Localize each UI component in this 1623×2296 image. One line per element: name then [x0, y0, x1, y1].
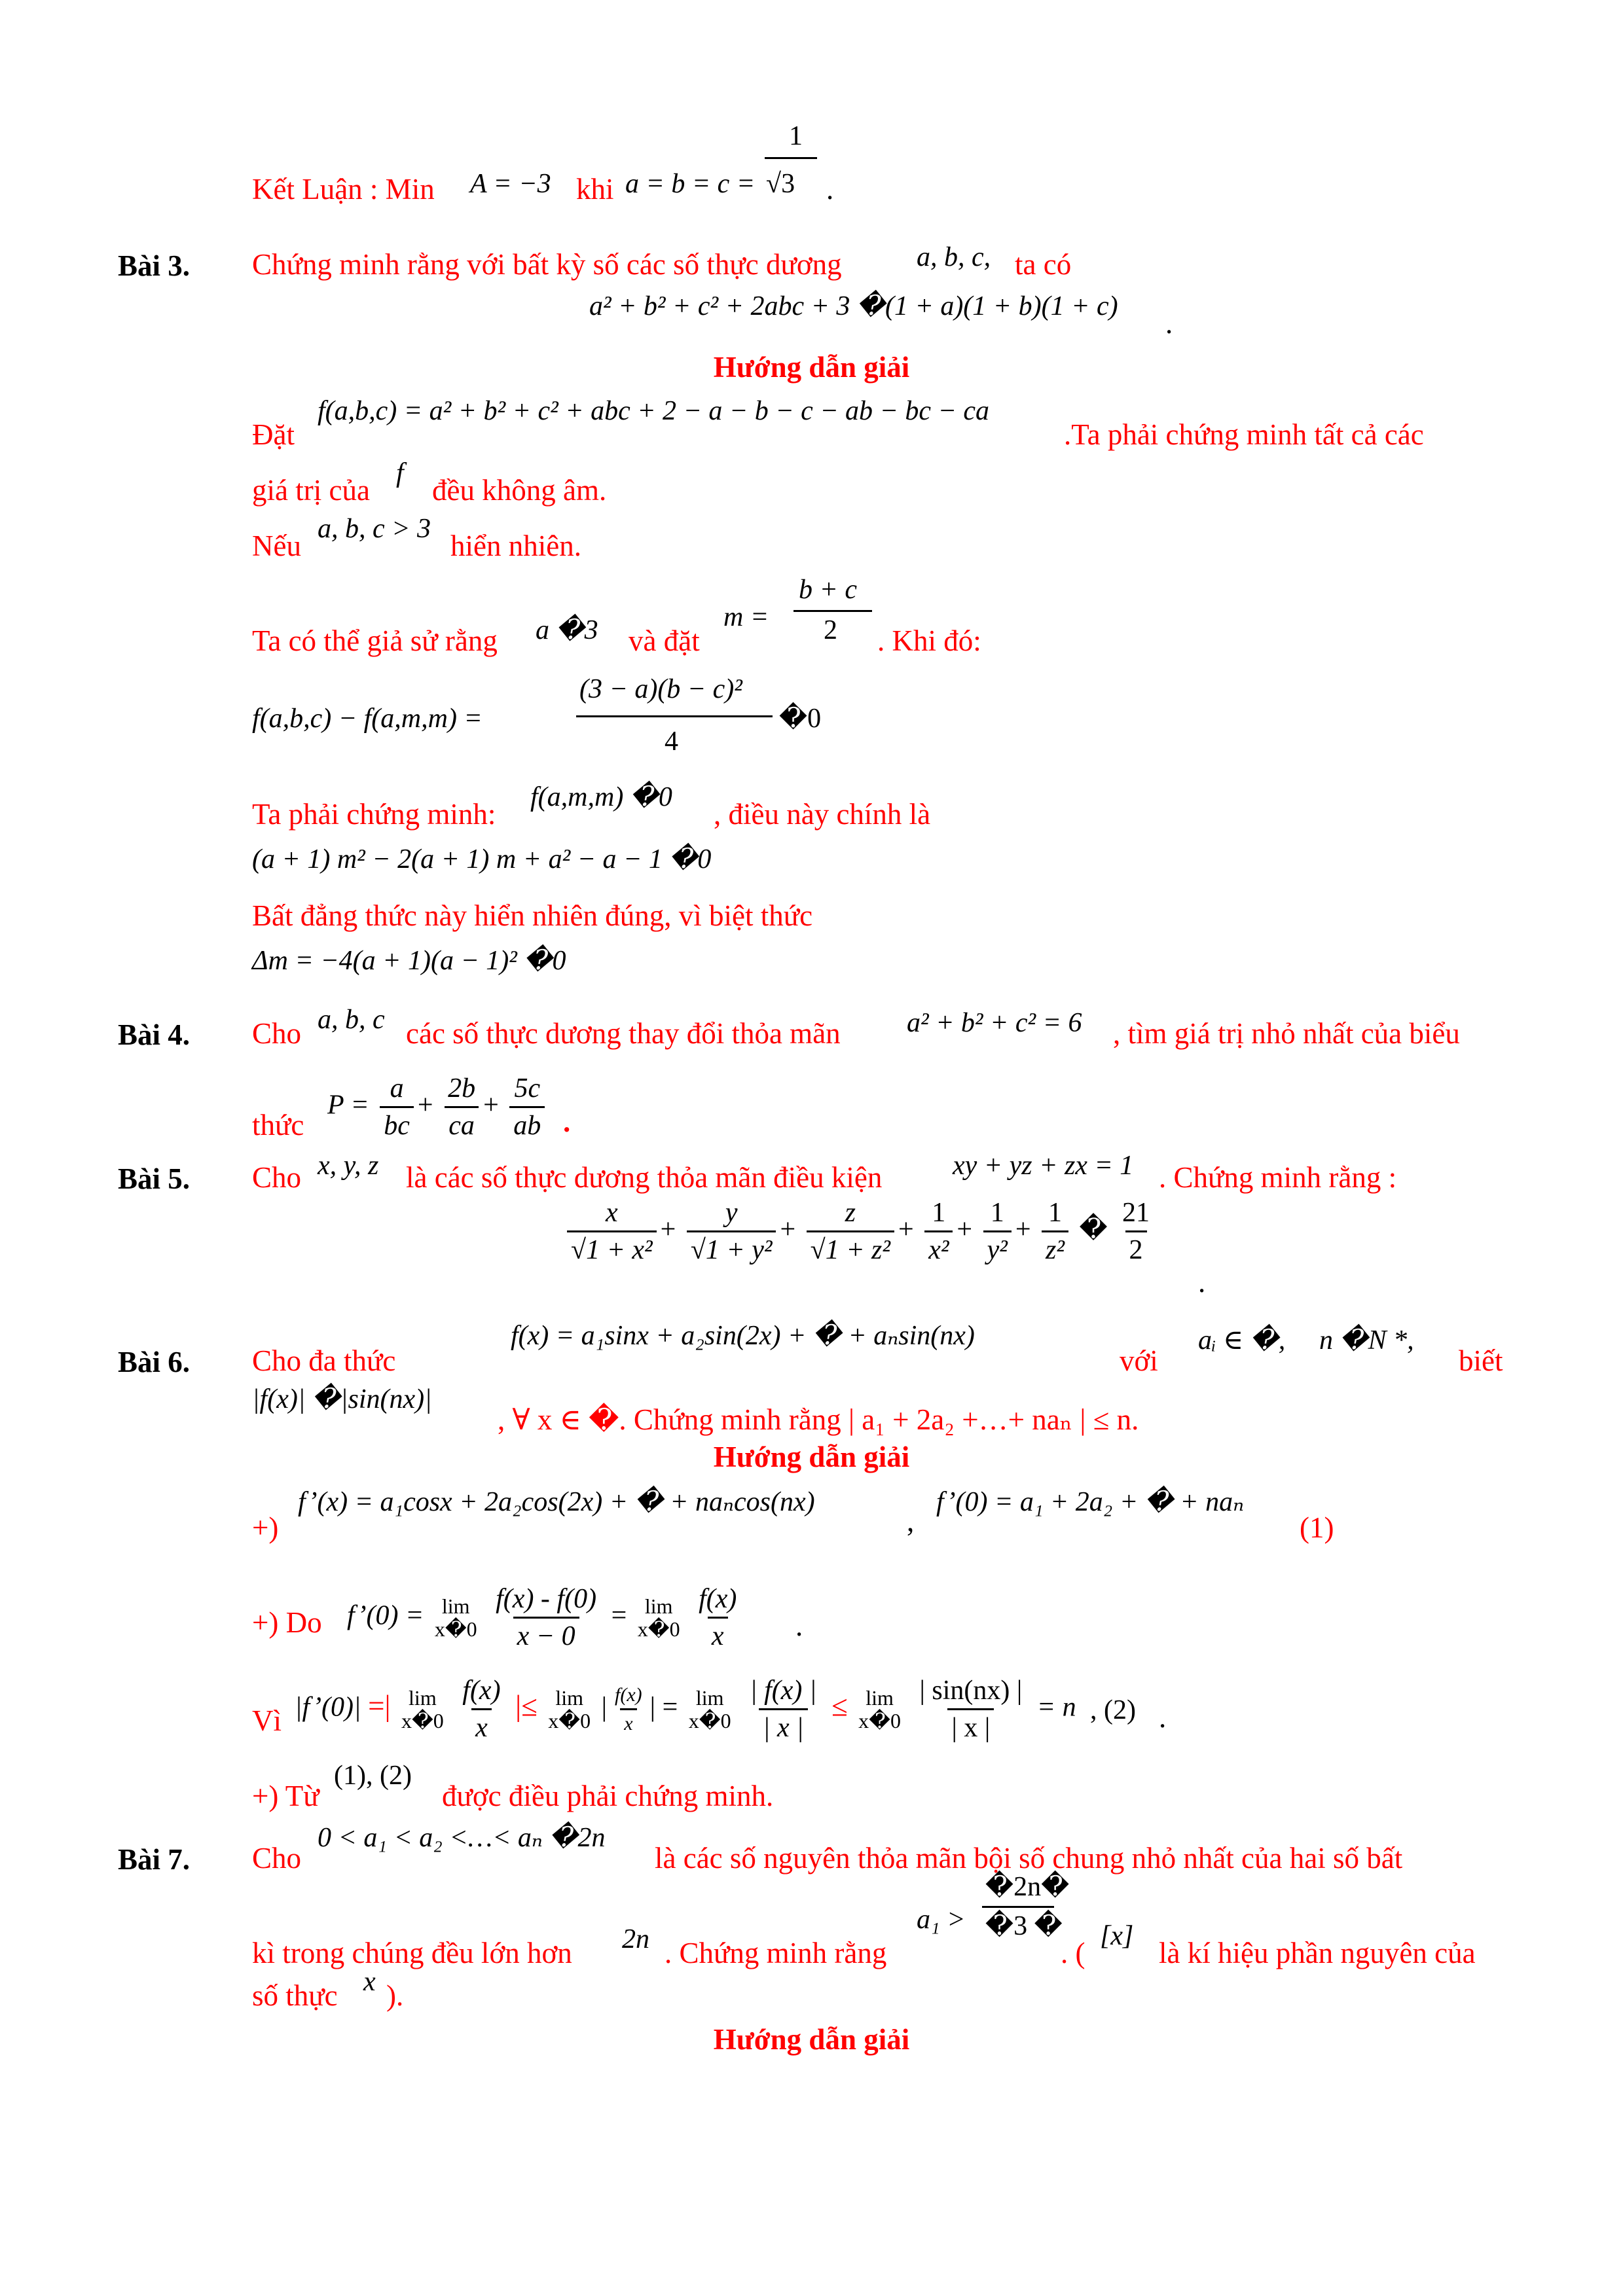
- bai3-phai-cm: Ta phải chứng minh:: [252, 798, 496, 831]
- conclusion-khi: khi: [576, 173, 614, 206]
- bai6-duoc: được điều phải chứng minh.: [442, 1780, 774, 1812]
- bai4-term1: $\frac{a}{bc}$: [380, 1073, 414, 1141]
- bai3-m-eq: m =: [723, 602, 769, 632]
- bai6-dot2: .: [1159, 1701, 1167, 1734]
- bai7-text5b: ).: [386, 1979, 404, 2012]
- bai7-fraction-bar: [982, 1906, 1054, 1908]
- bai6-label: Bài 6.: [118, 1346, 191, 1378]
- bai6-eq2: , (2): [1090, 1695, 1136, 1725]
- bai6-refs: (1), (2): [334, 1761, 412, 1791]
- bai6-tu: +) Từ: [252, 1780, 319, 1812]
- bai6-abs-chain: |f’(0)| =| lim x�0 $\frac{f(x)}{x}$ |≤ lim x�0 | $\frac{f(x)}{x}$ | = lim x�0 $\frac{| f(x) |}{| x |}$ ≤ lim x�0 $\frac{| \sin(nx) |}{| x |}$ = n: [295, 1676, 1076, 1744]
- bai5-inv-x: $\frac{1}{\text{x²}}$: [924, 1198, 953, 1265]
- bai7-2n: 2n: [622, 1924, 649, 1954]
- bai6-eq1: (1): [1300, 1511, 1334, 1544]
- bai4-label: Bài 4.: [118, 1018, 191, 1051]
- bai5-text2: . Chứng minh rằng :: [1159, 1161, 1397, 1194]
- bai3-cond: a, b, c > 3: [318, 514, 431, 544]
- bai6-dot: .: [795, 1609, 803, 1642]
- bai3-m-den: 2: [824, 615, 837, 645]
- bai4-vars: a, b, c: [318, 1005, 385, 1035]
- bai4-term2: $\frac{2b}{ca}$: [444, 1073, 479, 1141]
- bai3-delta: Δm = −4(a + 1)(a − 1)² �0: [252, 946, 566, 976]
- bai6-n-cond: n �N *,: [1319, 1325, 1414, 1355]
- bai3-quadratic: (a + 1) m² − 2(a + 1) m + a² − a − 1 �0: [252, 844, 712, 874]
- bai6-quotient: $\frac{f(x)}{x}$: [699, 1584, 737, 1652]
- bai3-f: f: [396, 458, 404, 488]
- bai3-f-definition: f(a,b,c) = a² + b² + c² + abc + 2 − a − b − c − ab − bc − ca: [318, 396, 990, 426]
- bai5-cho: Cho: [252, 1161, 302, 1194]
- bai3-solution-heading: Hướng dẫn giải: [713, 351, 910, 384]
- conclusion-label: Kết Luận : Min: [252, 173, 435, 206]
- bai3-vars: a, b, c,: [917, 242, 991, 272]
- bai4-cho: Cho: [252, 1017, 302, 1050]
- bai3-khi-do: . Khi đó:: [877, 624, 981, 657]
- bai7-label: Bài 7.: [118, 1843, 191, 1876]
- bai3-m-num: b + c: [799, 575, 857, 605]
- bai6-vi: Vì: [252, 1704, 282, 1737]
- bai3-inequality: a² + b² + c² + 2abc + 3 �(1 + a)(1 + b)(1 + c): [589, 291, 1118, 321]
- bai7-floor: [x]: [1100, 1921, 1134, 1951]
- bai3-bdt-text: Bất đẳng thức này hiển nhiên đúng, vì biệt thức: [252, 899, 813, 932]
- bai3-diff-den: 4: [665, 726, 678, 757]
- bai6-solution-heading: Hướng dẫn giải: [713, 1441, 910, 1473]
- bai3-ta-co: ta có: [1015, 248, 1072, 281]
- bai6-step1-plus: +): [252, 1511, 279, 1544]
- bai7-chain: 0 < a₁ < a₂ <…< aₙ �2n: [318, 1823, 606, 1853]
- bai6-lim2: lim x�0: [637, 1594, 680, 1641]
- bai5-text1: là các số thực dương thỏa mãn điều kiện: [406, 1161, 883, 1194]
- bai4-text2: , tìm giá trị nhỏ nhất của biểu: [1113, 1017, 1460, 1050]
- bai3-text4b: đều không âm.: [432, 474, 607, 507]
- bai3-diff-rhs: �0: [779, 704, 822, 734]
- bai3-dat: Đặt: [252, 418, 295, 451]
- bai6-forall: , ∀ x ∈ �. Chứng minh rằng | a₁ + 2a₂ +…+ naₙ | ≤ n.: [498, 1403, 1139, 1436]
- bai4-cond: a² + b² + c² = 6: [907, 1008, 1082, 1038]
- bai7-text5a: số thực: [252, 1979, 338, 2012]
- bai6-f-definition: f(x) = a₁sinx + a₂sin(2x) + � + aₙsin(nx): [511, 1321, 975, 1351]
- bai7-frac-den: �3 �: [985, 1911, 1063, 1941]
- bai7-text2: kì trong chúng đều lớn hơn: [252, 1937, 572, 1969]
- bai4-term3: $\frac{5c}{ab}$: [509, 1073, 545, 1141]
- bai6-comma: ,: [907, 1505, 915, 1537]
- bai7-text1: là các số nguyên thỏa mãn bội số chung nhỏ nhất của hai số bất: [655, 1842, 1403, 1874]
- conclusion-dot: .: [826, 173, 834, 206]
- bai7-text4: là kí hiệu phần nguyên của: [1159, 1937, 1476, 1969]
- bai6-lim1: lim x�0: [434, 1594, 477, 1641]
- bai4-text1: các số thực dương thay đổi thỏa mãn: [406, 1017, 841, 1050]
- bai5-vars: x, y, z: [318, 1151, 379, 1181]
- bai6-step2-do: +) Do: [252, 1606, 322, 1639]
- bai7-a1-gt: a₁ >: [917, 1905, 966, 1935]
- bai6-abs-cond: |f(x)| �|sin(nx)|: [252, 1384, 432, 1414]
- bai3-statement: Chứng minh rằng với bất kỳ số các số thực dương: [252, 248, 842, 281]
- bai3-va-dat: và đặt: [629, 624, 700, 657]
- bai5-inv-y: $\frac{1}{\text{y²}}$: [983, 1198, 1012, 1265]
- bai6-biet: biết: [1459, 1344, 1503, 1377]
- bai5-z-term: $\frac{z}{\text{√1 + z²}}$: [807, 1198, 894, 1265]
- bai5-y-term: $\frac{y}{\text{√1 + y²}}$: [687, 1198, 776, 1265]
- conclusion-eq: a = b = c =: [625, 169, 756, 199]
- bai7-x: x: [363, 1967, 376, 1997]
- bai3-m-fraction-bar: [793, 610, 872, 612]
- bai7-cho: Cho: [252, 1842, 302, 1874]
- bai7-paren: . (: [1061, 1937, 1085, 1969]
- bai3-gia-su: Ta có thể giả sử rằng: [252, 624, 498, 657]
- bai3-f-amm: f(a,m,m) �0: [530, 782, 672, 812]
- bai4-thuc: thức: [252, 1109, 304, 1141]
- bai6-ai: aᵢ ∈ �,: [1198, 1325, 1286, 1355]
- bai5-inequality: $\frac{x}{\text{√1 + x²}}$ + $\frac{y}{\text{√1 + y²}}$ + $\frac{z}{\text{√1 + z²}}$ + $\frac{1}{\text{x²}}$ + $\frac{1}{\text{y²}}$ + $\frac{1}{\text{z²}}$ � $\frac{21}{2}$: [563, 1198, 1158, 1265]
- bai3-dieu-nay: , điều này chính là: [714, 798, 931, 831]
- bai7-solution-heading: Hướng dẫn giải: [713, 2023, 910, 2056]
- bai5-cond: xy + yz + zx = 1: [953, 1151, 1134, 1181]
- bai3-diff-fraction-bar: [576, 715, 773, 717]
- bai4-dot: .: [563, 1105, 571, 1138]
- bai6-derivative-at-0: f’(0) = a₁ + 2a₂ + � + naₙ: [936, 1487, 1245, 1517]
- bai3-label: Bài 3.: [118, 249, 191, 282]
- bai3-diff-num: (3 − a)(b − c)²: [579, 674, 742, 704]
- bai3-a-cond: a �3: [536, 615, 598, 645]
- bai6-cho-da-thuc: Cho đa thức: [252, 1344, 396, 1377]
- bai5-dot: .: [1198, 1266, 1206, 1299]
- conclusion-fraction-bar: [765, 157, 817, 159]
- bai3-diff-lhs: f(a,b,c) − f(a,m,m) =: [252, 704, 483, 734]
- bai4-p-expression: P = $\frac{a}{bc}$ + $\frac{2b}{ca}$ + $\frac{5c}{ab}$: [327, 1073, 549, 1141]
- bai7-frac-num: �2n�: [985, 1872, 1070, 1902]
- bai3-hien-nhien: hiển nhiên.: [450, 529, 581, 562]
- bai3-text4a: giá trị của: [252, 474, 370, 507]
- bai6-voi: với: [1120, 1344, 1158, 1377]
- bai3-text3: .Ta phải chứng minh tất cả các: [1064, 418, 1424, 451]
- bai5-rhs-fraction: $\frac{21}{2}$: [1122, 1198, 1150, 1266]
- bai6-derivative: f’(x) = a₁cosx + 2a₂cos(2x) + � + naₙcos(nx): [298, 1487, 815, 1517]
- conclusion-min-expr: A = −3: [470, 169, 551, 199]
- bai3-neu: Nếu: [252, 529, 301, 562]
- bai6-limit-expression: f’(0) = lim x�0 $\frac{f(x) - f(0)}{x - 0}$ = lim x�0 $\frac{f(x)}{x}$: [347, 1584, 744, 1651]
- bai3-dot: .: [1165, 307, 1173, 340]
- conclusion-num: 1: [789, 121, 803, 151]
- bai6-difference-quotient: $\frac{f(x) - f(0)}{x - 0}$: [496, 1584, 597, 1652]
- bai5-x-term: $\frac{x}{\text{√1 + x²}}$: [567, 1198, 657, 1265]
- conclusion-den: √3: [766, 169, 795, 199]
- bai7-text3: . Chứng minh rằng: [665, 1937, 887, 1969]
- bai4-p-eq: P =: [327, 1090, 369, 1121]
- bai5-inv-z: $\frac{1}{\text{z²}}$: [1042, 1198, 1068, 1265]
- bai5-label: Bài 5.: [118, 1162, 191, 1195]
